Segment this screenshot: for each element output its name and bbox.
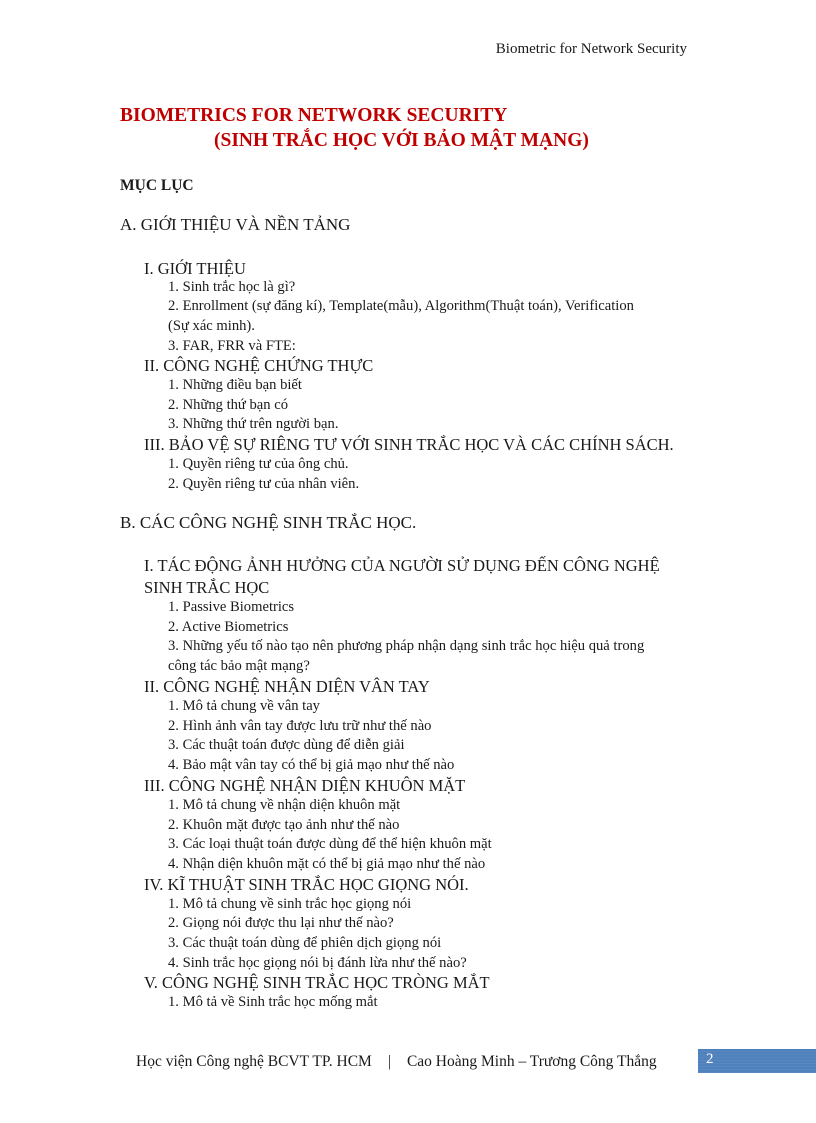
toc-item: (Sự xác minh). (168, 318, 255, 334)
page-number: 2 (706, 1051, 714, 1067)
toc-item: công tác bảo mật mạng? (168, 658, 310, 674)
toc-a-iii-title: III. BẢO VỆ SỰ RIÊNG TƯ VỚI SINH TRẮC HỌC VÀ CÁC CHÍNH SÁCH. (144, 435, 674, 454)
toc-item: 1. Mô tả về Sinh trắc học mống mắt (168, 994, 378, 1010)
page-number-box (698, 1049, 816, 1073)
toc-item: 2. Quyền riêng tư của nhân viên. (168, 476, 360, 492)
toc-item: 3. Những thứ trên người bạn. (168, 416, 339, 432)
footer-institution: Học viện Công nghệ BCVT TP. HCM (136, 1053, 372, 1070)
toc-item: 2. Active Biometrics (168, 619, 289, 635)
toc-b-i-title-line2: SINH TRẮC HỌC (144, 578, 270, 597)
toc-section-b-title: B. CÁC CÔNG NGHỆ SINH TRẮC HỌC. (120, 513, 417, 532)
page-footer (136, 1053, 657, 1071)
toc-item: 2. Giọng nói được thu lại như thế nào? (168, 915, 394, 931)
document-title-line2: (SINH TRẮC HỌC VỚI BẢO MẬT MẠNG) (214, 130, 589, 151)
toc-item: 1. Mô tả chung về sinh trắc học giọng nói (168, 896, 412, 912)
toc-item: 1. Mô tả chung về nhận diện khuôn mặt (168, 797, 401, 813)
toc-item: 3. Những yếu tố nào tạo nên phương pháp nhận dạng sinh trắc học hiệu quả trong (168, 638, 645, 654)
toc-item: 1. Những điều bạn biết (168, 377, 302, 393)
toc-item: 2. Những thứ bạn có (168, 397, 288, 413)
toc-item: 4. Sinh trắc học giọng nói bị đánh lừa như thế nào? (168, 955, 467, 971)
toc-a-i-title: I. GIỚI THIỆU (144, 259, 246, 278)
toc-b-ii-title: II. CÔNG NGHỆ NHẬN DIỆN VÂN TAY (144, 677, 430, 696)
toc-a-ii-title: II. CÔNG NGHỆ CHỨNG THỰC (144, 356, 374, 375)
toc-item: 2. Khuôn mặt được tạo ảnh như thế nào (168, 817, 400, 833)
toc-item: 2. Hình ảnh vân tay được lưu trữ như thế nào (168, 718, 432, 734)
toc-item: 4. Nhận diện khuôn mặt có thể bị giả mạo như thế nào (168, 856, 486, 872)
footer-separator: | (387, 1053, 391, 1070)
toc-item: 3. Các thuật toán dùng để phiên dịch giọng nói (168, 935, 442, 951)
toc-item: 4. Bảo mật vân tay có thể bị giả mạo như thế nào (168, 757, 455, 773)
toc-item: 3. Các loại thuật toán được dùng để thể hiện khuôn mặt (168, 836, 492, 852)
toc-item: 1. Passive Biometrics (168, 599, 295, 615)
toc-section-a-title: A. GIỚI THIỆU VÀ NỀN TẢNG (120, 215, 351, 234)
toc-heading: MỤC LỤC (120, 177, 194, 194)
toc-item: 1. Quyền riêng tư của ông chủ. (168, 456, 349, 472)
toc-b-v-title: V. CÔNG NGHỆ SINH TRẮC HỌC TRÒNG MẮT (144, 973, 490, 992)
toc-item: 3. FAR, FRR và FTE: (168, 338, 296, 354)
toc-item: 1. Sinh trắc học là gì? (168, 279, 296, 295)
toc-item: 3. Các thuật toán được dùng để diễn giải (168, 737, 405, 753)
running-header: Biometric for Network Security (495, 41, 687, 57)
toc-item: 1. Mô tả chung về vân tay (168, 698, 320, 714)
toc-item: 2. Enrollment (sự đăng kí), Template(mẫu), Algorithm(Thuật toán), Verification (168, 298, 634, 314)
toc-b-i-title-line1: I. TÁC ĐỘNG ẢNH HƯỞNG CỦA NGƯỜI SỬ DỤNG ĐẾN CÔNG NGHỆ (144, 556, 660, 575)
footer-authors: Cao Hoàng Minh – Trương Công Thắng (406, 1053, 657, 1070)
toc-b-iii-title: III. CÔNG NGHỆ NHẬN DIỆN KHUÔN MẶT (144, 776, 466, 795)
document-title-line1: BIOMETRICS FOR NETWORK SECURITY (120, 105, 508, 126)
toc-b-iv-title: IV. KĨ THUẬT SINH TRẮC HỌC GIỌNG NÓI. (144, 875, 469, 894)
